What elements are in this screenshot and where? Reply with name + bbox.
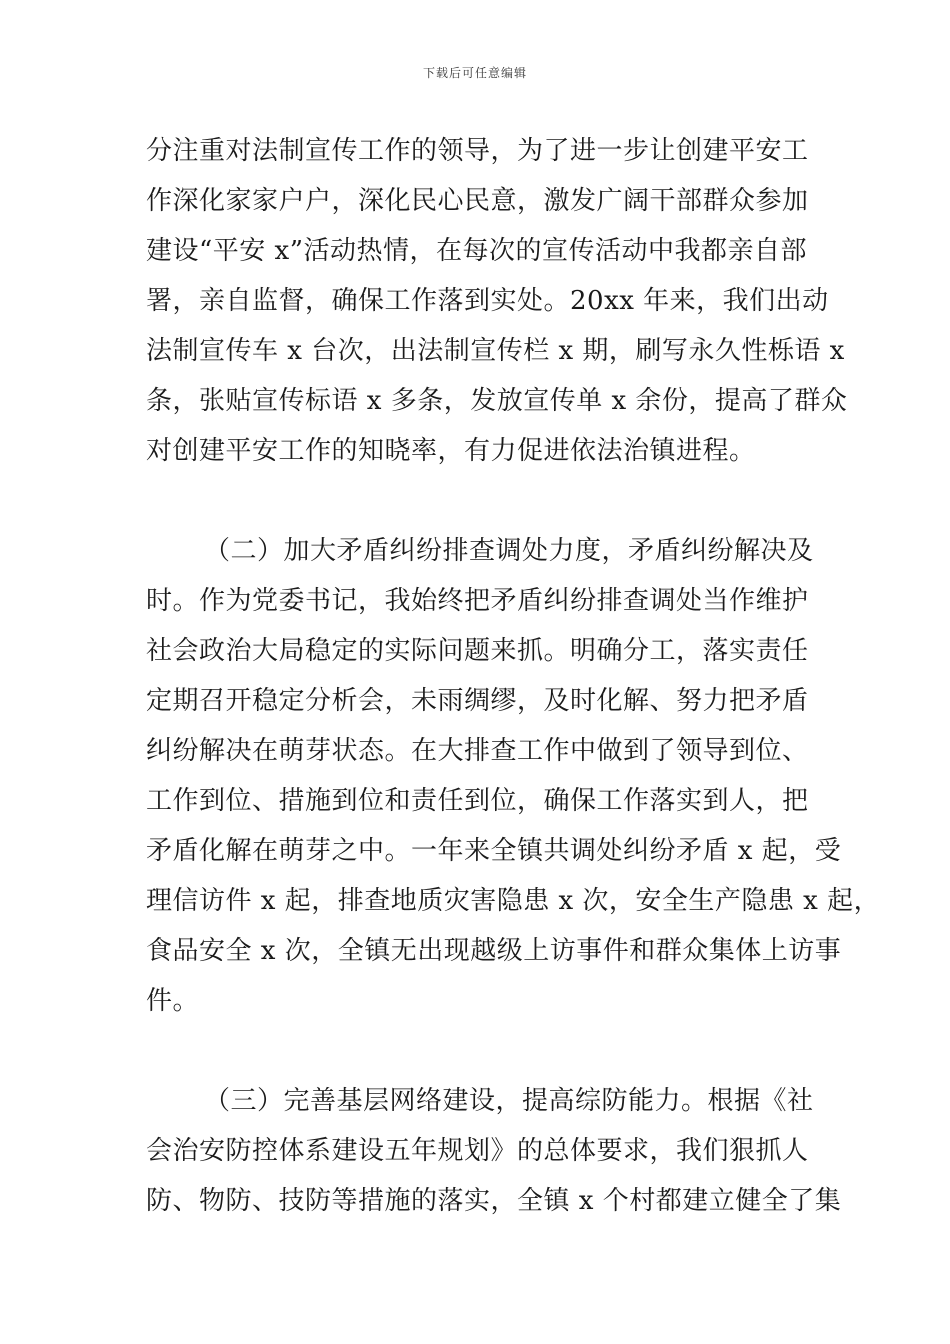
text-line: 法制宣传车 x 台次，出法制宣传栏 x 期，刷写永久性栎语 x xyxy=(146,336,845,366)
text-line: 对创建平安工作的知晓率，有力促进依法治镇进程。 xyxy=(146,436,756,466)
text-line: 工作到位、措施到位和责任到位，确保工作落实到人，把 xyxy=(146,786,809,816)
text-line: 纠纷解决在萌芽状态。在大排查工作中做到了领导到位、 xyxy=(146,736,809,766)
text-line: （三）完善基层网络建设，提高综防能力。根据《社 xyxy=(204,1086,814,1116)
text-line: 防、物防、技防等措施的落实，全镇 x 个村都建立健全了集 xyxy=(146,1186,842,1216)
page-header: 下载后可任意编辑 xyxy=(422,66,527,80)
paragraph-spacer xyxy=(146,476,816,526)
text-line: （二）加大矛盾纠纷排查调处力度，矛盾纠纷解决及 xyxy=(204,536,814,566)
text-line: 定期召开稳定分析会，未雨绸缪，及时化解、努力把矛盾 xyxy=(146,686,809,716)
text-line: 建设“平安 x”活动热情，在每次的宣传活动中我都亲自部 xyxy=(146,236,808,266)
paragraph-1 xyxy=(146,126,848,476)
text-line: 作深化家家户户，深化民心民意，激发广阔干部群众参加 xyxy=(146,186,809,216)
text-line: 条，张贴宣传标语 x 多条，发放宣传单 x 余份，提高了群众 xyxy=(146,386,848,416)
text-line: 会治安防控体系建设五年规划》的总体要求，我们狠抓人 xyxy=(146,1136,809,1166)
text-line: 社会政治大局稳定的实际问题来抓。明确分工，落实责任 xyxy=(146,636,809,666)
paragraph-3 xyxy=(146,1076,842,1226)
text-line: 矛盾化解在萌芽之中。一年来全镇共调处纠纷矛盾 x 起，受 xyxy=(146,836,842,866)
text-line: 时。作为党委书记，我始终把矛盾纠纷排查调处当作维护 xyxy=(146,586,809,616)
paragraph-spacer xyxy=(146,1026,816,1076)
text-line: 理信访件 x 起，排查地质灾害隐患 x 次，安全生产隐患 x 起， xyxy=(146,886,881,916)
text-line: 分注重对法制宣传工作的领导，为了进一步让创建平安工 xyxy=(146,136,809,166)
text-line: 署，亲自监督，确保工作落到实处。20xx 年来，我们出动 xyxy=(146,286,829,316)
document-body xyxy=(146,126,881,1226)
text-line: 件。 xyxy=(146,986,200,1016)
paragraph-2 xyxy=(146,526,881,1026)
text-line: 食品安全 x 次，全镇无出现越级上访事件和群众集体上访事 xyxy=(146,936,842,966)
